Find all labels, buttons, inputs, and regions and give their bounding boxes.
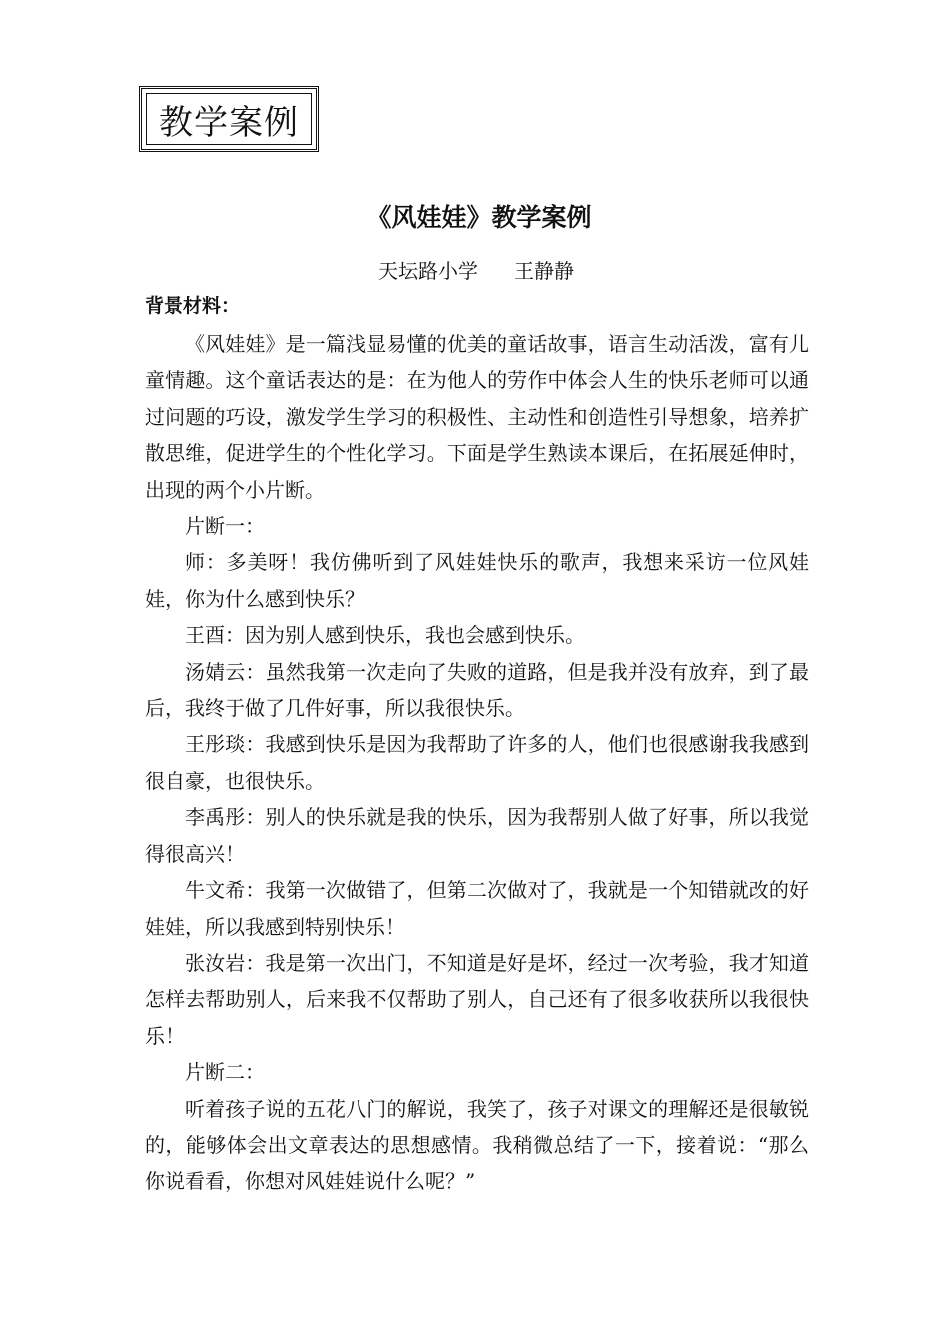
paragraph: 李禹彤：别人的快乐就是我的快乐，因为我帮别人做了好事，所以我觉得很高兴！ <box>145 805 809 866</box>
paragraph: 《风娃娃》是一篇浅显易懂的优美的童话故事，语言生动活泼，富有儿童情趣。这个童话表达的是：在为他人的劳作中体会人生的快乐老师可以通过问题的巧设，激发学生学习的积极性、主动性和创造性引导想象，培养扩散思维，促进学生的个性化学习。下面是学生熟读本课后，在拓展延伸时，出现的两个小片断。 <box>145 332 809 502</box>
paragraph: 片断一： <box>185 514 265 539</box>
background-label: 背景材料： <box>145 295 241 317</box>
author-name: 王静静 <box>514 259 574 283</box>
paragraph: 汤婧云：虽然我第一次走向了失败的道路，但是我并没有放弃，到了最后，我终于做了几件好事，所以我很快乐。 <box>145 659 809 721</box>
paragraph: 张汝岩：我是第一次出门，不知道是好是坏，经过一次考验，我才知道怎样去帮助别人，后来我不仅帮助了别人，自己还有了很多收获所以我很快乐！ <box>145 950 809 1048</box>
paragraph: 王酉：因为别人感到快乐，我也会感到快乐。 <box>185 623 585 648</box>
header-box-label: 教学案例 <box>159 102 299 143</box>
document-title: 《风娃娃》教学案例 <box>366 203 592 232</box>
paragraph: 师：多美呀！我仿佛听到了风娃娃快乐的歌声，我想来采访一位风娃娃，你为什么感到快乐？ <box>145 550 809 611</box>
author-line <box>0 255 950 284</box>
paragraph: 王彤琰：我感到快乐是因为我帮助了许多的人，他们也很感谢我我感到很自豪，也很快乐。 <box>145 732 809 793</box>
paragraph: 片断二： <box>185 1060 265 1085</box>
paragraph: 听着孩子说的五花八门的解说，我笑了，孩子对课文的理解还是很敏锐的，能够体会出文章表达的思想感情。我稍微总结了一下，接着说：“那么你说看看，你想对风娃娃说什么呢？” <box>145 1096 809 1194</box>
school-name: 天坛路小学 <box>378 259 478 283</box>
document-body <box>145 326 809 1200</box>
paragraph: 牛文希：我第一次做错了，但第二次做对了，我就是一个知错就改的好娃娃，所以我感到特别快乐！ <box>145 878 809 939</box>
header-box <box>139 86 319 152</box>
